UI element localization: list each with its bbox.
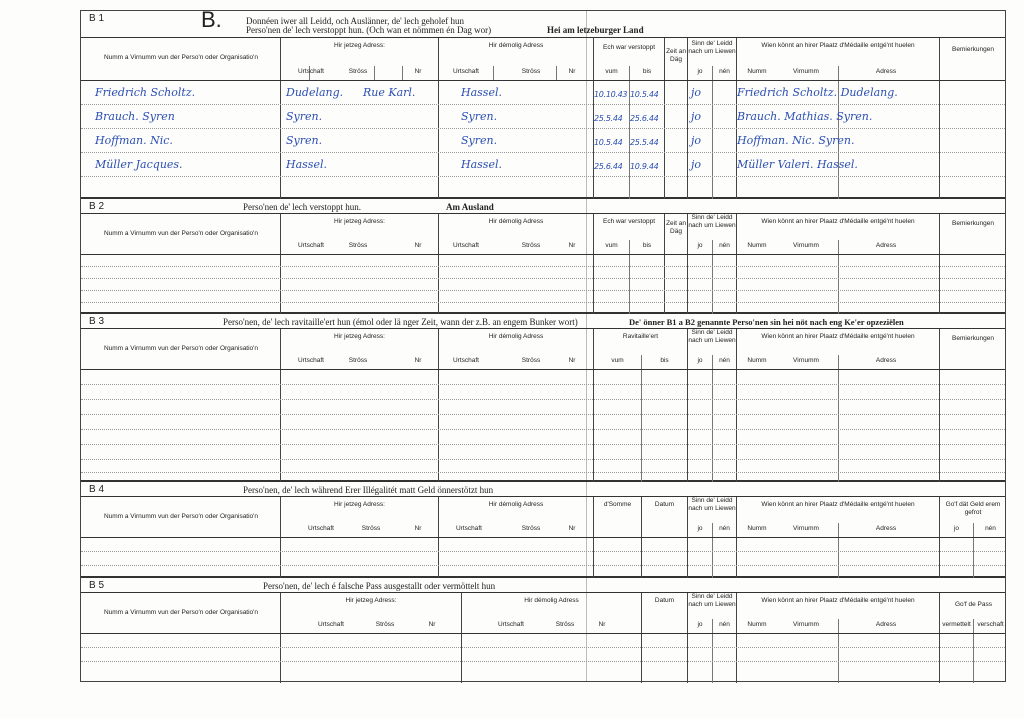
col-remarks: Bemierkungen — [952, 335, 994, 342]
section-title: Perso'nen, de' lech é falsche Pass ausgestallt oder vermöttelt hun — [263, 581, 496, 591]
entry-then-locality: Hassel. — [461, 86, 502, 99]
col-name: Numm a Virnumm vun der Perso'n oder Organisatio'n — [103, 609, 259, 616]
section-code: B 1 — [89, 13, 105, 24]
entry-medal: Friedrich Scholtz. Dudelang. — [737, 86, 898, 99]
col-medal-first: Virnumm — [793, 525, 819, 532]
form-letter: B. — [201, 7, 222, 32]
b2-table — [81, 213, 1005, 314]
b4-table — [81, 496, 1005, 578]
col-pass: Go'f de Pass — [954, 601, 992, 608]
col-then-addr: Hir démolig Adress — [488, 218, 544, 225]
entry-then-locality: Hassel. — [461, 158, 502, 171]
section-title: Perso'nen, de' lech ravitaille'ert hun (émol oder lä nger Zeit, wann der z.B. an engem Bunker wort) — [223, 317, 578, 327]
col-remarks: Bemierkungen — [952, 46, 994, 53]
col-no: nén — [719, 242, 730, 249]
col-name: Numm a Virnumm vun der Perso'n oder Organisatio'n — [103, 230, 259, 237]
entry-alive: jo — [691, 134, 702, 147]
entry-medal: Brauch. Mathias. Syren. — [737, 110, 873, 123]
entry-to: 10.9.44 — [630, 162, 659, 171]
col-nr: Nr — [568, 242, 576, 249]
col-locality: Urtschaft — [455, 525, 482, 532]
section-title: Perso'nen de' lech verstoppt hun. (Och wan et nömmen én Dag wor) — [246, 25, 492, 35]
col-medal-addr: Adress — [875, 621, 897, 628]
col-hidden: Ech war verstoppt — [602, 218, 656, 225]
entry-from: 25.5.44 — [594, 114, 623, 123]
col-medal: Wien könnt an hirer Plaatz d'Médaille entgé'nt huelen — [761, 42, 915, 49]
col-pass-procured: verschaft — [977, 621, 1004, 628]
entry-to: 25.5.44 — [630, 138, 659, 147]
col-remarks: Bemierkungen — [952, 220, 994, 227]
col-locality: Urtschaft — [297, 357, 324, 364]
section-code: B 2 — [89, 201, 105, 212]
entry-name: Brauch. Syren — [95, 110, 175, 123]
col-nr: Nr — [568, 357, 576, 364]
col-medal-name: Numm — [747, 242, 767, 249]
col-date: Datum — [654, 501, 675, 508]
entry-then-locality: Syren. — [461, 134, 498, 147]
entry-cur-street: Rue Karl. — [363, 86, 416, 99]
col-street: Ströss — [348, 68, 368, 75]
col-street: Ströss — [555, 621, 575, 628]
col-locality: Urtschaft — [452, 242, 479, 249]
col-date: Datum — [654, 597, 675, 604]
entry-name: Hoffman. Nic. — [95, 134, 173, 147]
entry-cur-locality: Syren. — [286, 110, 323, 123]
col-yes: jo — [697, 68, 703, 75]
section-title: Perso'nen, de' lech während Erer Illégalitét matt Geld önnerstötzt hun — [243, 485, 494, 495]
col-suffered: Sinn de' Leidd nach um Liewen — [688, 329, 736, 344]
entry-cur-locality: Dudelang. — [286, 86, 344, 99]
b3-table — [81, 328, 1005, 482]
col-from: vum — [605, 242, 618, 249]
col-medal-addr: Adress — [875, 68, 897, 75]
col-name: Numm a Virnumm vun der Perso'n oder Organisatio'n — [103, 345, 259, 352]
col-no: nén — [719, 621, 730, 628]
entry-alive: jo — [691, 110, 702, 123]
col-to: bis — [660, 357, 669, 364]
entry-cur-locality: Syren. — [286, 134, 323, 147]
section-b3 — [81, 314, 1005, 482]
b1-table — [81, 37, 1005, 199]
col-medal-first: Virnumm — [793, 242, 819, 249]
col-then-addr: Hir démolig Adress — [488, 42, 544, 49]
col-street: Ströss — [521, 525, 541, 532]
col-nr: Nr — [598, 621, 606, 628]
col-then-addr: Hir démolig Adress — [488, 501, 544, 508]
col-no: nén — [719, 357, 730, 364]
col-ravitaille: Ravitaille'ert — [622, 333, 659, 340]
entry-cur-locality: Hassel. — [286, 158, 327, 171]
entry-to: 10.5.44 — [630, 90, 659, 99]
entry-medal: Müller Valeri. Hassel. — [737, 158, 858, 171]
col-medal-first: Virnumm — [793, 621, 819, 628]
col-yes: jo — [953, 525, 960, 532]
col-days: Zeit an Däg — [666, 48, 686, 63]
col-hidden: Ech war verstoppt — [602, 44, 656, 51]
col-medal-addr: Adress — [875, 525, 897, 532]
section-title: Perso'nen de' lech verstoppt hun. — [243, 202, 361, 212]
entry-medal: Hoffman. Nic. Syren. — [737, 134, 855, 147]
col-medal: Wien könnt an hirer Plaatz d'Médaille entgé'nt huelen — [761, 333, 915, 340]
col-locality: Urtschaft — [497, 621, 524, 628]
col-nr: Nr — [414, 357, 422, 364]
col-street: Ströss — [521, 68, 541, 75]
col-locality: Urtschaft — [317, 621, 344, 628]
col-nr: Nr — [568, 525, 576, 532]
col-yes: jo — [697, 357, 703, 364]
entry-to: 25.6.44 — [630, 114, 659, 123]
col-from: vum — [605, 68, 618, 75]
col-medal-first: Virnumm — [793, 357, 819, 364]
entry-from: 25.6.44 — [594, 162, 623, 171]
col-medal: Wien könnt an hirer Plaatz d'Médaille entgé'nt huelen — [761, 501, 915, 508]
col-to: bis — [642, 68, 652, 75]
col-nr: Nr — [414, 242, 422, 249]
col-no: nén — [719, 68, 730, 75]
col-medal-name: Numm — [747, 621, 767, 628]
entry-name: Müller Jacques. — [95, 158, 183, 171]
col-no: nén — [719, 525, 730, 532]
col-cur-addr: Hir jetzeg Adress: — [334, 333, 385, 340]
col-medal-addr: Adress — [875, 357, 897, 364]
col-nr: Nr — [568, 68, 576, 75]
col-medal: Wien könnt an hirer Plaatz d'Médaille entgé'nt huelen — [761, 597, 915, 604]
col-medal-addr: Adress — [875, 242, 897, 249]
col-suffered: Sinn de' Leidd nach um Liewen — [688, 497, 736, 512]
section-code: B 4 — [89, 484, 105, 495]
col-nr: Nr — [414, 68, 422, 75]
col-street: Ströss — [361, 525, 381, 532]
col-street: Ströss — [521, 357, 541, 364]
col-then-addr: Hir démolig Adress — [488, 333, 544, 340]
col-sum: d'Somme — [603, 501, 632, 508]
col-cur-addr: Hir jetzeg Adress: — [334, 218, 385, 225]
entry-name: Friedrich Scholtz. — [95, 86, 196, 99]
col-locality: Urtschaft — [297, 242, 324, 249]
col-locality: Urtschaft — [452, 357, 479, 364]
section-code: B 3 — [89, 316, 105, 327]
col-locality: Urtschaft — [297, 68, 324, 75]
col-money-back: Go'f dät Geld erem gefrot — [945, 501, 1001, 516]
col-to: bis — [642, 242, 652, 249]
entry-from: 10.5.44 — [594, 138, 623, 147]
col-pass-issued: vermettelt — [942, 621, 971, 628]
col-yes: jo — [697, 621, 703, 628]
section-title: Donnéen iwer all Leidd, och Auslänner, de' lech geholef hun — [246, 16, 464, 26]
col-medal-name: Numm — [747, 68, 767, 75]
col-then-addr: Hir démolig Adress — [524, 597, 579, 604]
col-suffered: Sinn de' Leidd nach um Liewen — [688, 593, 736, 608]
col-nr: Nr — [428, 621, 436, 628]
entry-then-locality: Syren. — [461, 110, 498, 123]
col-cur-addr: Hir jetzeg Adress: — [334, 42, 385, 49]
col-days: Zeit an Däg — [666, 220, 686, 235]
col-medal-first: Virnumm — [793, 68, 819, 75]
col-street: Ströss — [375, 621, 395, 628]
col-name: Numm a Virnumm vun der Perso'n oder Organisatio'n — [103, 513, 259, 520]
section-subtitle: Am Ausland — [446, 202, 494, 212]
col-street: Ströss — [348, 242, 368, 249]
col-locality: Urtschaft — [307, 525, 334, 532]
col-cur-addr: Hir jetzeg Adress: — [334, 501, 385, 508]
col-street: Ströss — [348, 357, 368, 364]
entry-alive: jo — [691, 158, 702, 171]
section-b2 — [81, 199, 1005, 314]
col-name: Numm a Virnumm vun der Perso'n oder Organisatio'n — [103, 54, 259, 61]
col-medal-name: Numm — [747, 525, 767, 532]
col-locality: Urtschaft — [452, 68, 479, 75]
section-b4 — [81, 482, 1005, 578]
col-medal: Wien könnt an hirer Plaatz d'Médaille entgé'nt huelen — [761, 218, 915, 225]
section-subtitle: Hei am letzeburger Land — [547, 25, 644, 35]
col-nr: Nr — [414, 525, 422, 532]
entry-alive: jo — [691, 86, 702, 99]
col-street: Ströss — [521, 242, 541, 249]
col-yes: jo — [697, 242, 703, 249]
entry-from: 10.10.43 — [594, 90, 628, 99]
section-code: B 5 — [89, 580, 105, 591]
col-yes: jo — [697, 525, 703, 532]
b5-table — [81, 592, 1005, 683]
col-suffered: Sinn de' Leidd nach um Liewen — [688, 214, 736, 229]
col-cur-addr: Hir jetzeg Adress: — [345, 597, 397, 604]
form-sheet — [80, 7, 1006, 682]
col-medal-name: Numm — [747, 357, 767, 364]
section-subtitle: De' önner B1 a B2 genannte Perso'nen sin hei nöt nach eng Ke'er opzeziëlen — [629, 317, 904, 327]
section-b1 — [81, 7, 1005, 199]
col-no: nén — [985, 525, 996, 532]
col-suffered: Sinn de' Leidd nach um Liewen — [688, 40, 736, 55]
section-b5 — [81, 578, 1005, 683]
col-from: vum — [611, 357, 624, 364]
